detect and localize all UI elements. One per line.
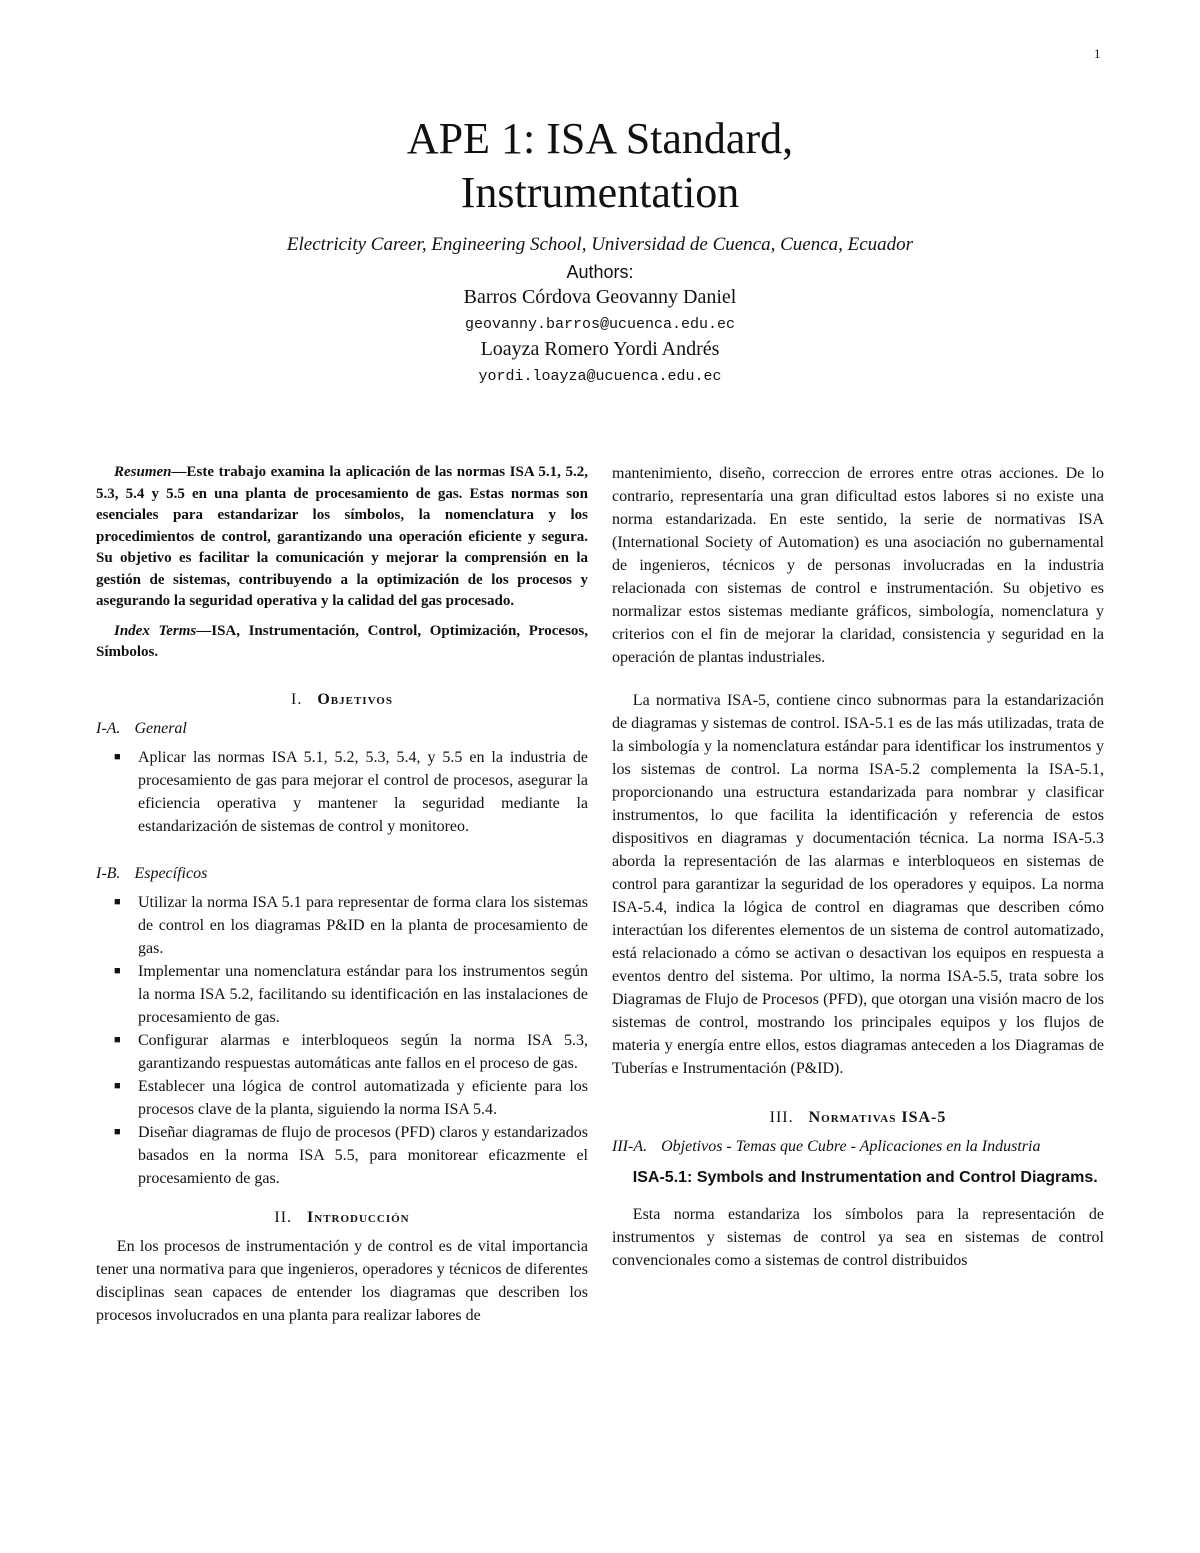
index-terms	[96, 621, 588, 664]
index-terms-lead: Index Terms	[114, 622, 197, 639]
section-title: Introducción	[307, 1208, 410, 1226]
list-item: ■ Utilizar la norma ISA 5.1 para representar de forma clara los sistemas de control en los diagramas P&ID en la planta de procesamiento de gas.	[96, 891, 588, 960]
body-paragraph: La normativa ISA-5, contiene cinco subnormas para la estandarización de diagramas y sistemas de control. ISA-5.1 es de las más utilizadas, trata de la simbología y la nomenclatura estándar para identificar los instrumentos y los sistemas de control. La norma ISA-5.2 complementa la ISA-5.1, proporcionando una estructura estandarizada para nombrar y clasificar instrumentos, lo que facilita la identificación y referencia de estos dispositivos en diagramas y documentación técnica. La norma ISA-5.3 aborda la representación de las alarmas e interbloqueos en sistemas de control para garantizar la seguridad de los operadores y equipos. La norma ISA-5.4, indica la lógica de control en diagramas que describen cómo interactúan los diferentes elementos de un sistema de control automatizado, está relacionado a cómo se activan o desactivan los equipos en respuesta a eventos dentro del sistema. Por ultimo, la norma ISA-5.5, trata sobre los Diagramas de Flujo de Procesos (PFD), que otorgan una visión macro de los sistemas de control, mostrando los principales equipos y los flujos de materia y energía entre ellos, estos diagramas anteceden a los Diagramas de Tuberías e Instrumentación (P&ID).	[612, 692, 1104, 1077]
page-number: 1	[1094, 46, 1101, 61]
list-item: ■ Configurar alarmas e interbloqueos según la norma ISA 5.3, garantizando respuestas automáticas ante fallos en el proceso de gas.	[96, 1029, 588, 1075]
list-item: ■ Establecer una lógica de control automatizada y eficiente para los procesos clave de la planta, siguiendo la norma ISA 5.4.	[96, 1075, 588, 1121]
subsection-heading	[96, 862, 588, 885]
paper-title-line-1: APE 1: ISA Standard,	[406, 114, 794, 163]
subsection-number: I-B.	[96, 864, 121, 882]
affiliation: Electricity Career, Engineering School, Universidad de Cuenca, Cuenca, Ecuador	[286, 234, 914, 255]
subsection-title: Objetivos - Temas que Cubre - Aplicaciones en la Industria	[661, 1138, 1041, 1155]
section-heading	[612, 1106, 1104, 1129]
subsection-title: Específicos	[134, 864, 208, 882]
paper-title-line-2: Instrumentation	[460, 168, 740, 217]
subsection-number: III-A.	[612, 1138, 648, 1155]
index-terms-text: —ISA, Instrumentación, Control, Optimización, Procesos, Símbolos.	[96, 622, 589, 660]
subsection-heading	[612, 1135, 1104, 1158]
specific-objectives-list	[96, 891, 588, 1190]
left-column	[96, 462, 588, 1327]
author-email: yordi.loayza@ucuenca.edu.ec	[478, 368, 722, 385]
subsection-title: General	[134, 719, 187, 737]
paper-title	[0, 112, 1200, 220]
author-name: Loayza Romero Yordi Andrés	[480, 338, 720, 360]
section-title: Normativas ISA-5	[808, 1109, 947, 1126]
list-item: ■ Implementar una nomenclatura estándar para los instrumentos según la norma ISA 5.2, facilitando su identificación en las instalaciones de procesamiento de gas.	[96, 960, 588, 1029]
right-column	[612, 462, 1104, 1272]
section-number: III.	[769, 1109, 794, 1126]
section-number: II.	[274, 1208, 293, 1226]
section-heading	[96, 688, 588, 711]
author-name: Barros Córdova Geovanny Daniel	[463, 286, 737, 308]
author-email: geovanny.barros@ucuenca.edu.ec	[464, 316, 736, 333]
authors-label: Authors:	[566, 262, 634, 282]
abstract-text: —Este trabajo examina la aplicación de las normas ISA 5.1, 5.2, 5.3, 5.4 y 5.5 en una planta de procesamiento de gas. Estas normas son esenciales para estandarizar los símbolos, la nomenclatura y los procedimientos de control, garantizando una operación eficiente y segura. Su objetivo es facilitar la comunicación y mejorar la comprensión en la gestión de sistemas, contribuyendo a la optimización de los procesos y asegurando la seguridad operativa y la calidad del gas procesado.	[96, 464, 588, 609]
body-paragraph: Esta norma estandariza los símbolos para la representación de instrumentos y sistemas de control ya sea en sistemas de control convencionales como a sistemas de control distribuidos	[612, 1206, 1104, 1269]
section-number: I.	[291, 690, 303, 708]
subsection-heading	[96, 717, 588, 740]
body-paragraph: En los procesos de instrumentación y de control es de vital importancia tener una normativa para que ingenieros, operadores y técnicos de diferentes disciplinas sean capaces de entender los diagramas que describen los procesos involucrados en una planta para realizar labores de	[96, 1237, 588, 1324]
body-paragraph: mantenimiento, diseño, correccion de errores entre otras acciones. De lo contrario, representaría una gran dificultad estos labores si no existe una norma estandarizada. En este sentido, la serie de normativas ISA (International Society of Automation) es una asociación no gubernamental de ingenieros, técnicos y de personas involucradas en la industria relacionada con sistemas de control e instrumentación. Su objetivo es normalizar estos sistemas mediante gráficos, simbología, nomenclatura y criterios con el fin de mejorar la claridad, consistencia y seguridad en la operación de plantas industriales.	[612, 465, 1104, 666]
abstract	[96, 462, 588, 613]
general-objectives-list	[96, 746, 588, 838]
abstract-lead: Resumen	[114, 464, 172, 480]
list-item: ■ Aplicar las normas ISA 5.1, 5.2, 5.3, 5.4, y 5.5 en la industria de procesamiento de gas para mejorar el control de procesos, asegurar la eficiencia operativa y mantener la seguridad mediante la estandarización de sistemas de control y monitoreo.	[96, 746, 588, 838]
subsection-number: I-A.	[96, 719, 121, 737]
list-item: ■ Diseñar diagramas de flujo de procesos (PFD) claros y estandarizados basados en la norma ISA 5.5, para monitorear eficazmente el procesamiento de gas.	[96, 1121, 588, 1190]
section-title: Objetivos	[317, 690, 393, 708]
section-heading	[96, 1206, 588, 1229]
isa-5-1-heading: ISA-5.1: Symbols and Instrumentation and Control Diagrams.	[632, 1169, 1098, 1186]
